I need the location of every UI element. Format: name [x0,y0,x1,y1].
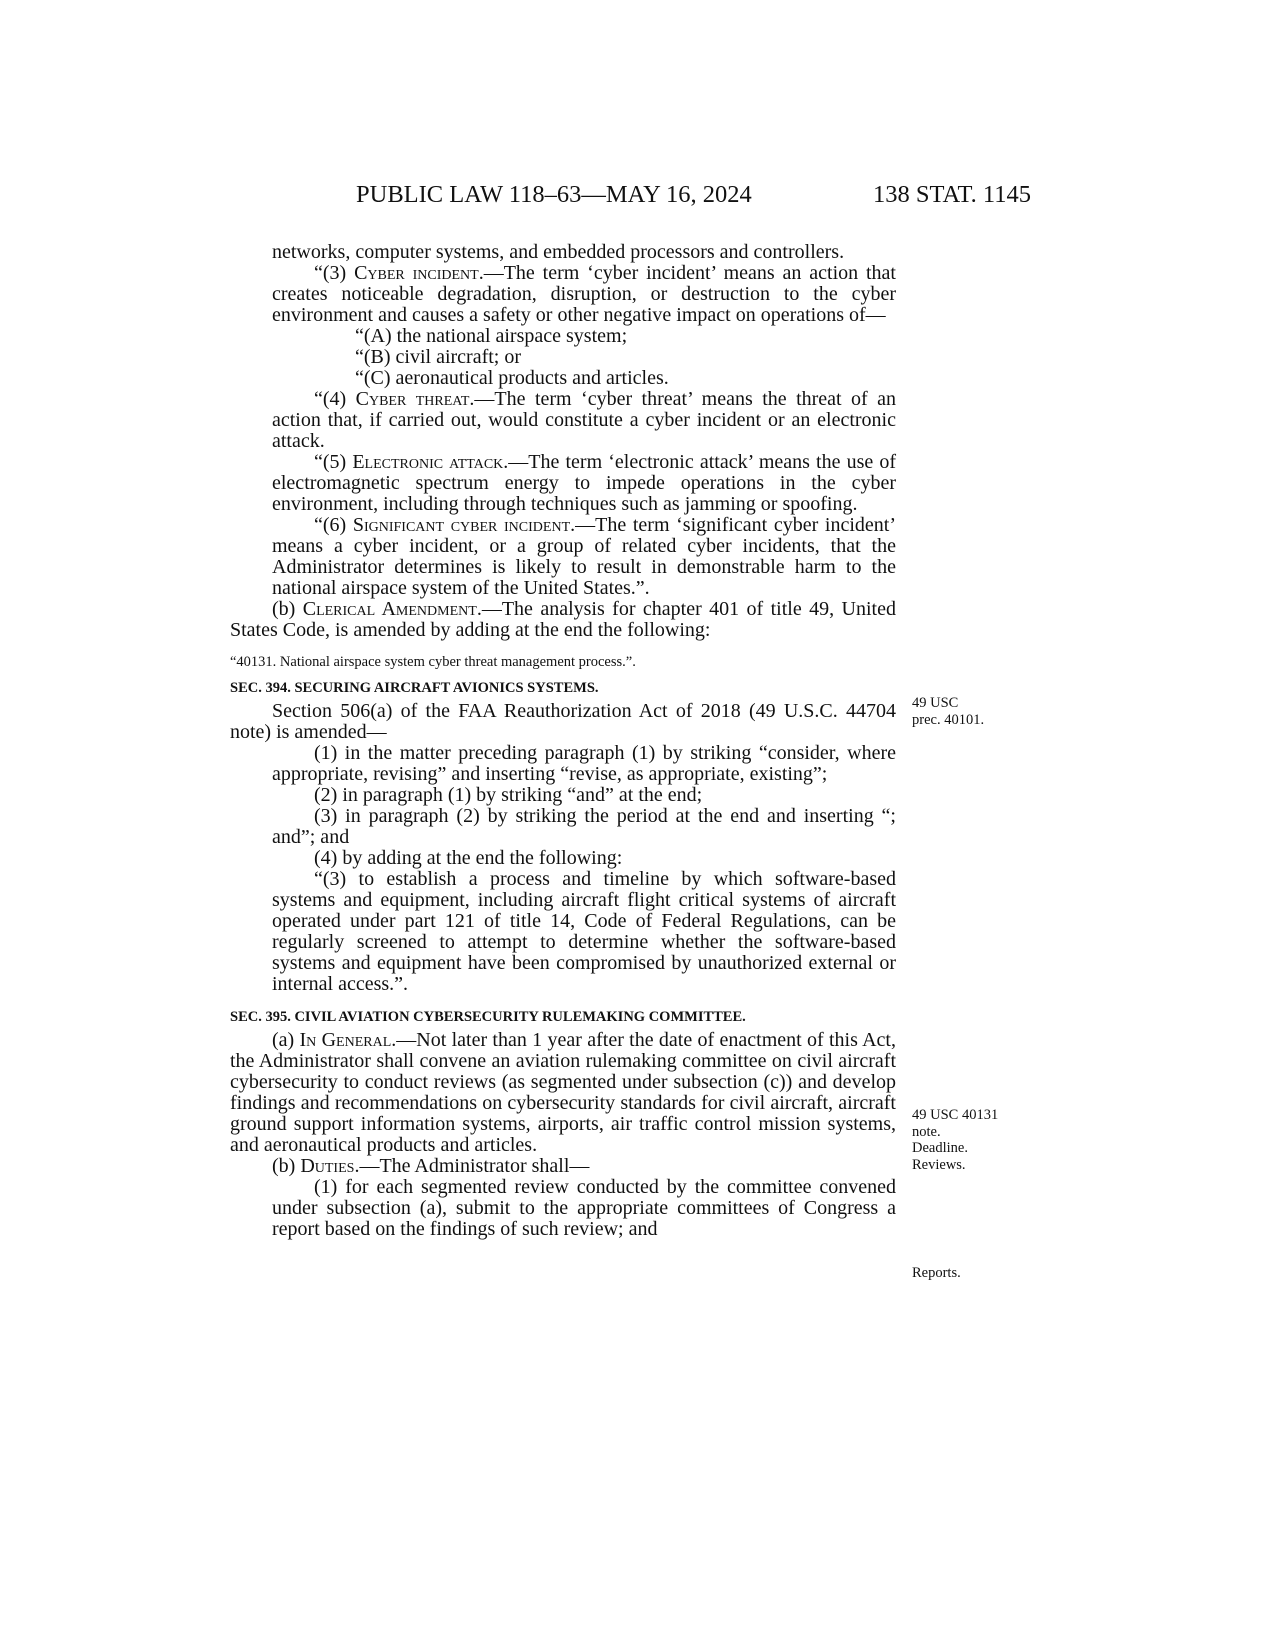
subsection-duties: (b) Duties.—The Administrator shall— [272,1155,590,1177]
paragraph: (2) in paragraph (1) by striking “and” at the end; [314,784,703,806]
subsection-in-general: (a) In General.—Not later than 1 year after the date of enactment of this Act, the Administrator shall convene an aviation rulemaking committee on civil aircraft cybersecurity to conduct reviews (as segmented under subsection (c)) and develop findings and recommendations on cybersecurity standards for civil aircraft, aircraft ground support information systems, airports, air traffic control mission systems, and aeronautical products and articles. [230,1029,896,1156]
list-item: “(A) the national airspace system; [355,325,628,347]
paragraph: Section 506(a) of the FAA Reauthorization Act of 2018 (49 U.S.C. 44704 note) is amended— [230,700,896,743]
section-heading-394: SEC. 394. SECURING AIRCRAFT AVIONICS SYSTEMS. [230,680,599,696]
definition-electronic-attack: “(5) Electronic attack.—The term ‘electronic attack’ means the use of electromagnetic spectrum energy to impede operations in the cyber environment, including through techniques such as jamming or spoofing. [272,451,897,515]
section-heading-395: SEC. 395. CIVIL AVIATION CYBERSECURITY RULEMAKING COMMITTEE. [230,1009,746,1025]
list-item: “(B) civil aircraft; or [355,346,522,368]
paragraph: (1) in the matter preceding paragraph (1) by striking “consider, where appropriate, revising” and inserting “revise, as appropriate, existing”; [272,742,896,785]
definition-cyber-incident: “(3) Cyber incident.—The term ‘cyber incident’ means an action that creates noticeable degradation, disruption, or destruction to the cyber environment and causes a safety or other negative impact on operations of— [272,262,896,326]
running-header-title: PUBLIC LAW 118–63—MAY 16, 2024 [356,181,752,208]
defined-term: Cyber incident [354,262,479,284]
quoted-paragraph: “(3) to establish a process and timeline by which software-based systems and equipment, including aircraft flight critical systems of aircraft operated under part 121 of title 14, Code of Federal Regulations, can be regularly screened to attempt to determine whether the software-based systems and equipment have been compromised by unauthorized external or internal access.”. [272,868,896,995]
definition-cyber-threat: “(4) Cyber threat.—The term ‘cyber threat’ means the threat of an action that, if carried out, would constitute a cyber incident or an electronic attack. [272,388,896,452]
subsection-heading: In General [299,1029,392,1051]
page-citation: 138 STAT. 1145 [873,181,1031,208]
paragraph: (4) by adding at the end the following: [314,847,623,869]
paragraph-continuation: networks, computer systems, and embedded processors and controllers. [272,241,845,263]
defined-term: Electronic attack [352,451,504,473]
margin-note-sec395: 49 USC 40131 note. Deadline. Reviews. [912,1107,999,1173]
subsection-heading: Duties [300,1155,355,1177]
paragraph: (1) for each segmented review conducted by the committee convened under subsection (a), submit to the appropriate committees of Congress a report based on the findings of such review; and [272,1176,896,1240]
defined-term: Significant cyber incident [352,514,571,536]
subsection-heading: Clerical Amendment [302,598,477,620]
definition-significant-cyber-incident: “(6) Significant cyber incident.—The term ‘significant cyber incident’ means a cyber incident, or a group of related cyber incidents, that the Administrator determines is likely to result in demonstrable harm to the national airspace system of the United States.”. [272,514,897,599]
table-of-sections-entry: “40131. National airspace system cyber threat management process.”. [230,654,636,670]
defined-term: Cyber threat [355,388,470,410]
list-item: “(C) aeronautical products and articles. [355,367,669,389]
subsection-clerical-amendment: (b) Clerical Amendment.—The analysis for chapter 401 of title 49, United States Code, is amended by adding at the end the following: [230,598,896,641]
paragraph: (3) in paragraph (2) by striking the period at the end and inserting “; and”; and [272,805,896,848]
margin-note-reports: Reports. [912,1265,961,1281]
margin-note-citation: 49 USC prec. 40101. [912,695,985,728]
law-text-body [230,242,896,1240]
